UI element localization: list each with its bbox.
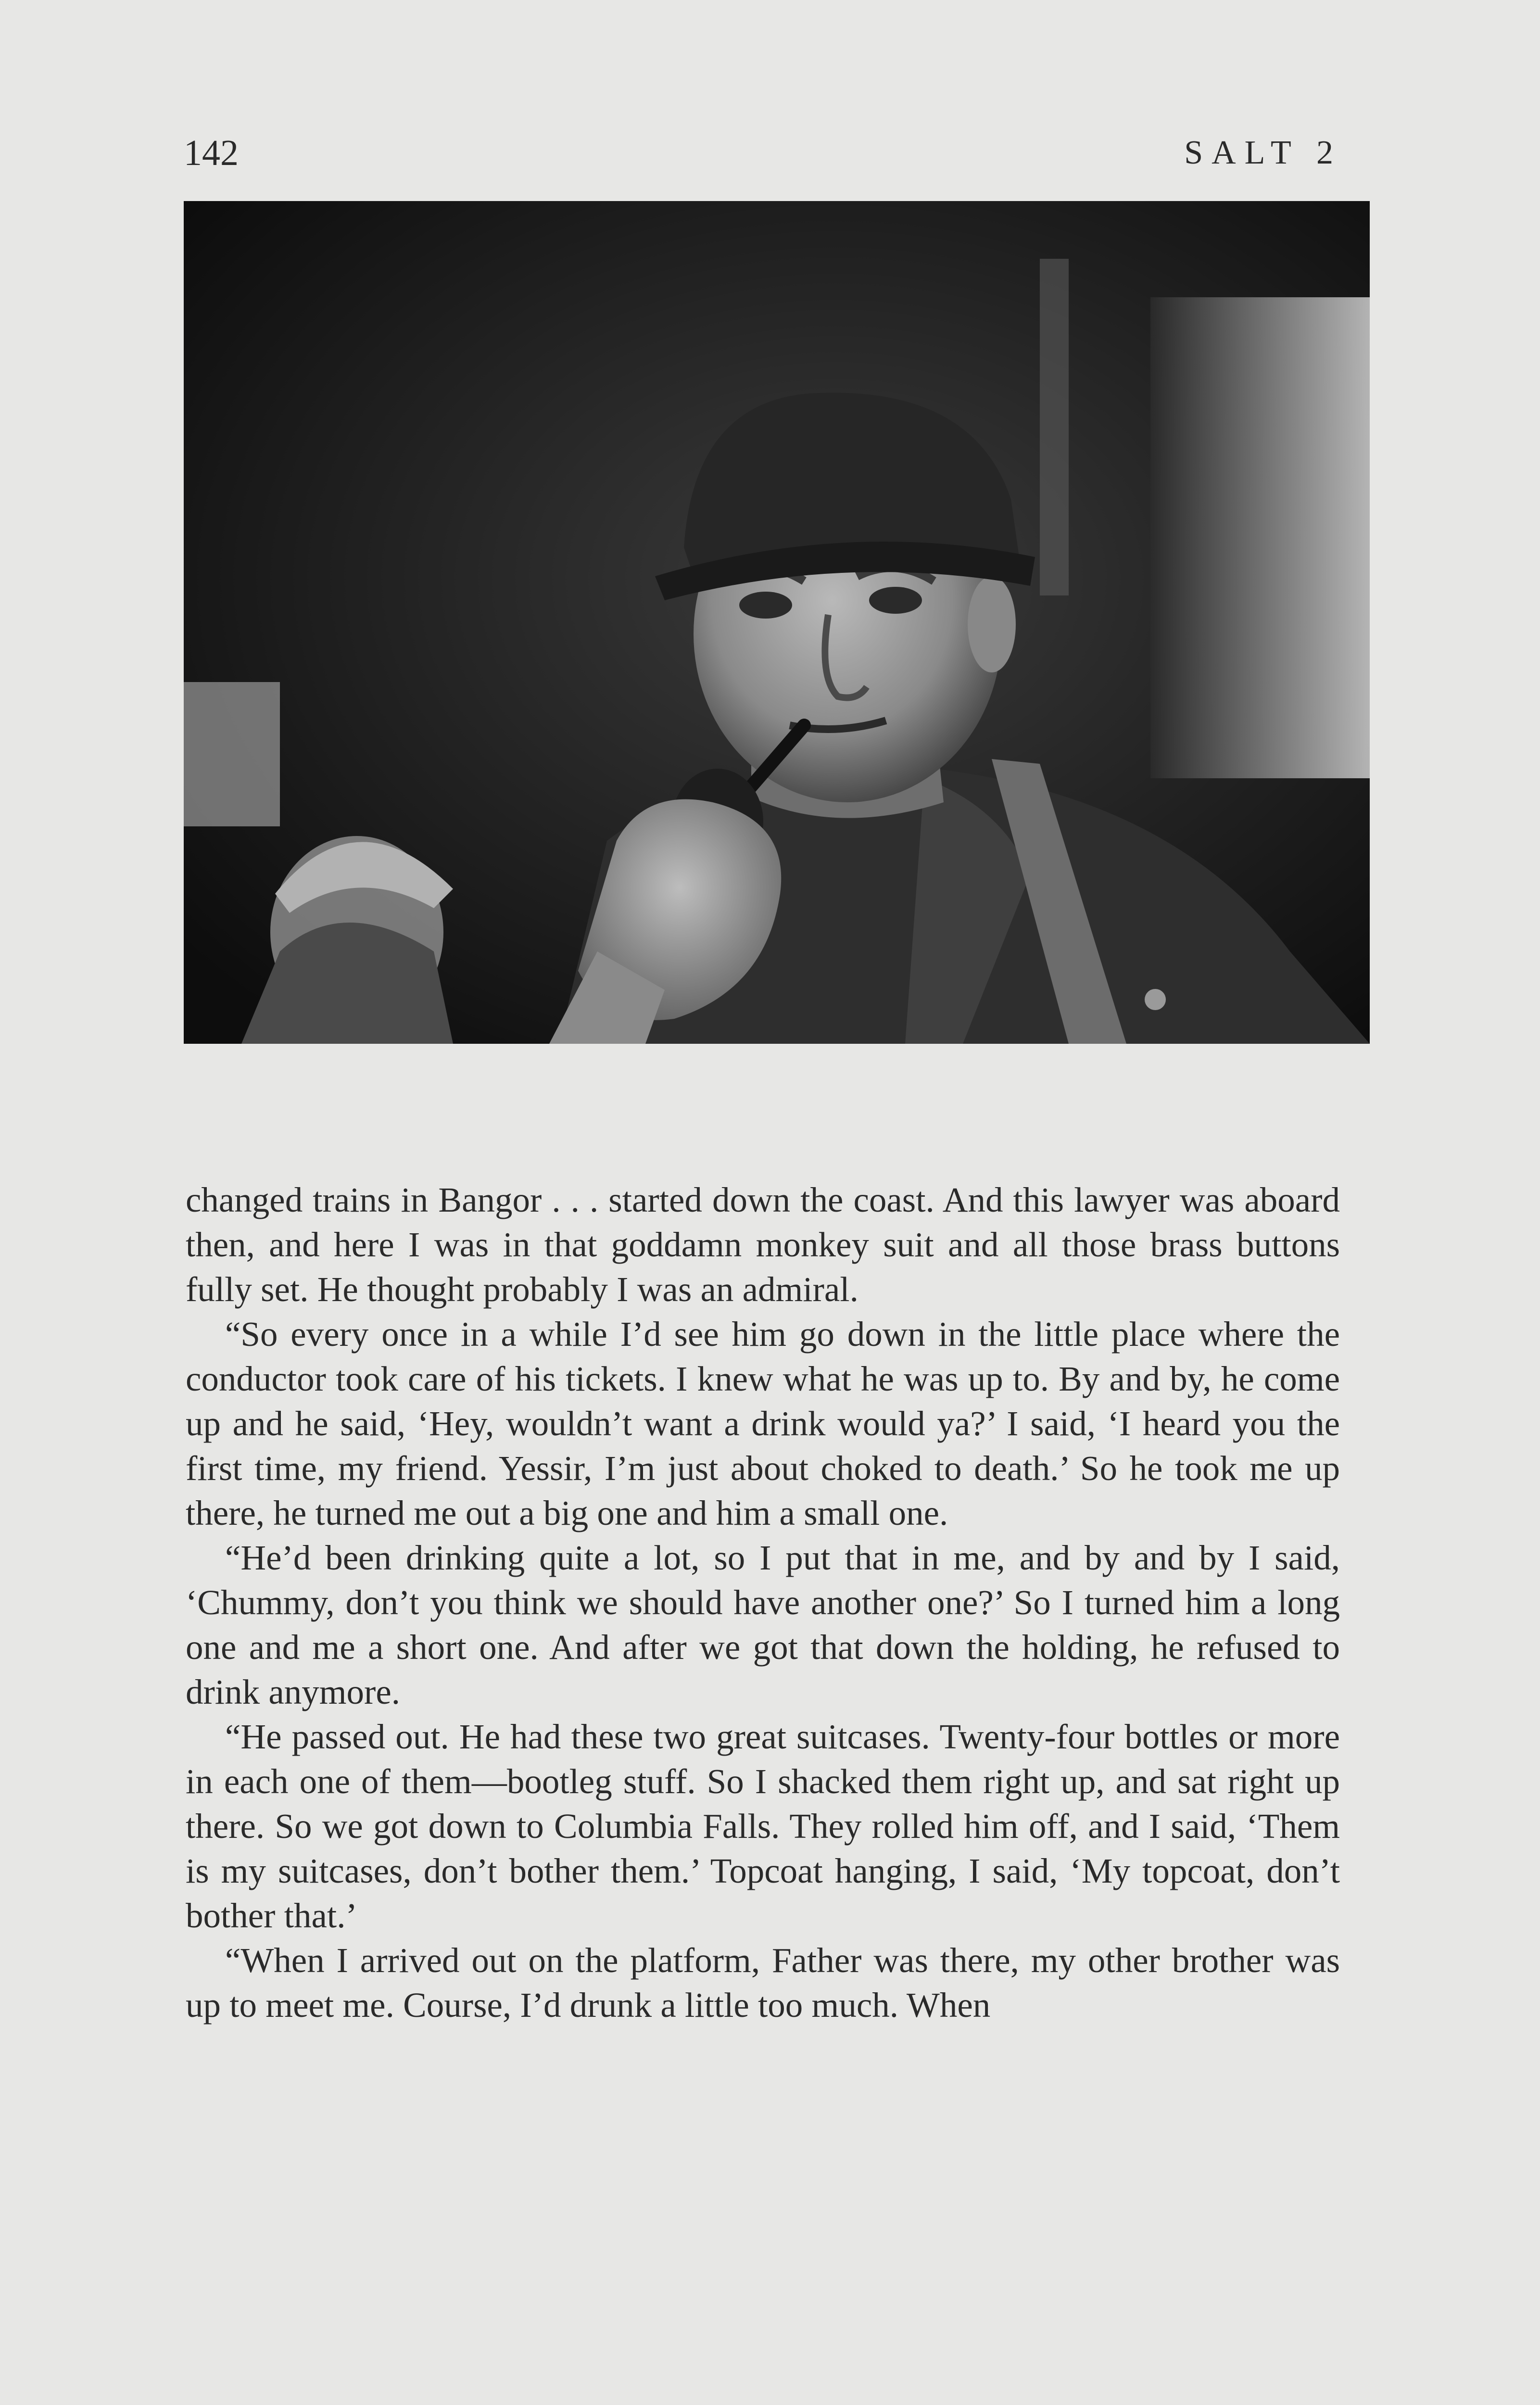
running-head [184, 129, 1342, 177]
body-text [186, 1177, 1340, 2027]
photograph [184, 201, 1370, 1044]
running-title: SALT 2 [1184, 134, 1342, 171]
paragraph: “He’d been drinking quite a lot, so I put that in me, and by and by I said, ‘Chummy, don’t you think we should have another one?’ So I turned him a long one and me a short one. And after we got that down the holding, he refused to drink anymore. [186, 1538, 1340, 1711]
paragraph: “So every once in a while I’d see him go down in the little place where the conductor took care of his tickets. I knew what he was up to. By and by, he come up and he said, ‘Hey, wouldn’t want a drink would ya?’ I said, ‘I heard you the first time, my friend. Yessir, I’m just about choked to death.’ So he took me up there, he turned me out a big one and him a small one. [186, 1315, 1340, 1532]
paragraph: “When I arrived out on the platform, Father was there, my other brother was up to meet me. Course, I’d drunk a little too much. When [186, 1941, 1340, 2025]
paragraph: “He passed out. He had these two great suitcases. Twenty-four bottles or more in each one of them—bootleg stuff. So I shacked them right up, and sat right up there. So we got down to Columbia Falls. They rolled him off, and I said, ‘Them is my suitcases, don’t bother them.’ Topcoat hanging, I said, ‘My topcoat, don’t bother that.’ [186, 1717, 1340, 1935]
page-number: 142 [184, 133, 239, 173]
photograph-of-man-smoking-pipe-icon [184, 201, 1370, 1044]
paragraph: changed trains in Bangor . . . started down the coast. And this lawyer was aboard then, and here I was in that goddamn monkey suit and all those brass buttons fully set. He thought probably I was an admiral. [186, 1180, 1340, 1309]
